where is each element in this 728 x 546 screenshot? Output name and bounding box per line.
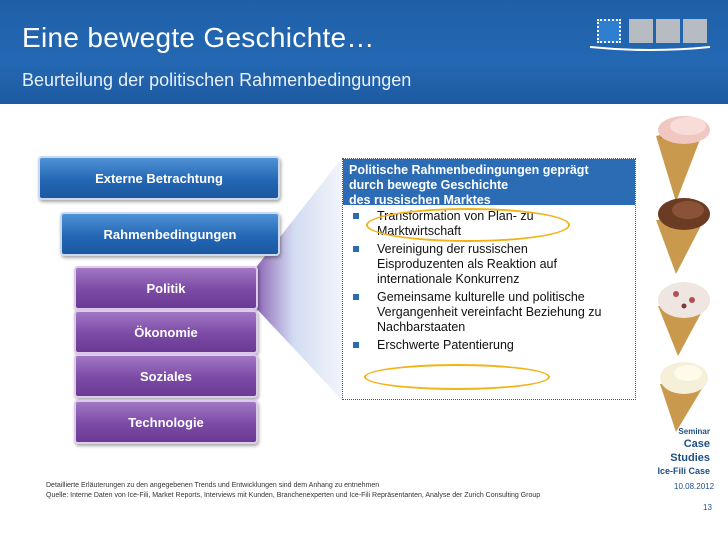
ice-cream-cone-icon (650, 358, 720, 434)
level-oekonomie-label: Ökonomie (134, 324, 198, 340)
panel-heading-line: Politische Rahmenbedingungen geprägt (349, 163, 589, 177)
ice-cream-cone-icon (648, 196, 718, 276)
ice-cream-cone-icon (648, 278, 718, 358)
level-soziales-label: Soziales (139, 368, 193, 384)
ice-cream-cone-icon (646, 114, 716, 204)
bullet-item (349, 338, 633, 353)
square-bullet-icon (353, 213, 359, 219)
footnote-source: Quelle: Interne Daten von Ice-Fili, Market Reports, Interviews mit Kunden, Branchenexperten und Ice-Fili Repräsentanten, Analyse der Zurich Consulting Group (46, 492, 541, 499)
level-technologie-label: Technologie (128, 414, 204, 430)
square-bullet-icon (353, 294, 359, 300)
highlight-oval-transformation (366, 208, 570, 242)
highlight-oval-patent (364, 364, 550, 390)
bullet-line: Erschwerte Patentierung (377, 338, 514, 352)
bullet-line: Eisproduzenten als Reaktion auf (377, 257, 557, 271)
slide-title: Eine bewegte Geschichte… (22, 22, 375, 53)
bullet-item (349, 242, 633, 287)
bullet-line: Nachbarstaaten (377, 320, 466, 334)
bullet-item (349, 290, 633, 335)
bullet-line: Marktwirtschaft (377, 224, 462, 238)
slide-subtitle: Beurteilung der politischen Rahmenbedingungen (22, 70, 412, 90)
detail-panel (342, 158, 636, 400)
level-politik[interactable] (74, 266, 258, 310)
level-framework[interactable] (60, 212, 280, 256)
level-technologie[interactable] (74, 400, 258, 444)
square-bullet-icon (353, 342, 359, 348)
sidebar-case: Case (683, 438, 710, 450)
bullet-line: Vergangenheit vereinfacht Beziehung zu (377, 305, 602, 319)
bullet-line: internationale Konkurrenz (377, 272, 520, 286)
panel-heading (343, 159, 635, 205)
footnote-explanation: Detaillierte Erläuterungen zu den angegebenen Trends und Entwicklungen sind dem Anhang zu entnehmen (46, 482, 380, 489)
bullet-line: Transformation von Plan- zu (377, 209, 534, 223)
square-bullet-icon (353, 246, 359, 252)
sidebar-seminar: Seminar (678, 427, 710, 436)
level-framework-label: Rahmenbedingungen (103, 226, 237, 242)
level-soziales[interactable] (74, 354, 258, 398)
level-external[interactable] (38, 156, 280, 200)
sidebar-brand: Ice-Fili Case (657, 466, 710, 476)
level-oekonomie[interactable] (74, 310, 258, 354)
sidebar-studies: Studies (670, 452, 710, 464)
slide-date: 10.08.2012 (674, 482, 715, 491)
bullet-line: Gemeinsame kulturelle und politische (377, 290, 585, 304)
panel-heading-line: des russischen Marktes (349, 193, 491, 207)
panel-heading-line: durch bewegte Geschichte (349, 178, 509, 192)
page-number: 13 (703, 503, 712, 512)
level-external-label: Externe Betrachtung (95, 170, 223, 186)
bullet-line: Vereinigung der russischen (377, 242, 528, 256)
level-politik-label: Politik (146, 280, 186, 296)
